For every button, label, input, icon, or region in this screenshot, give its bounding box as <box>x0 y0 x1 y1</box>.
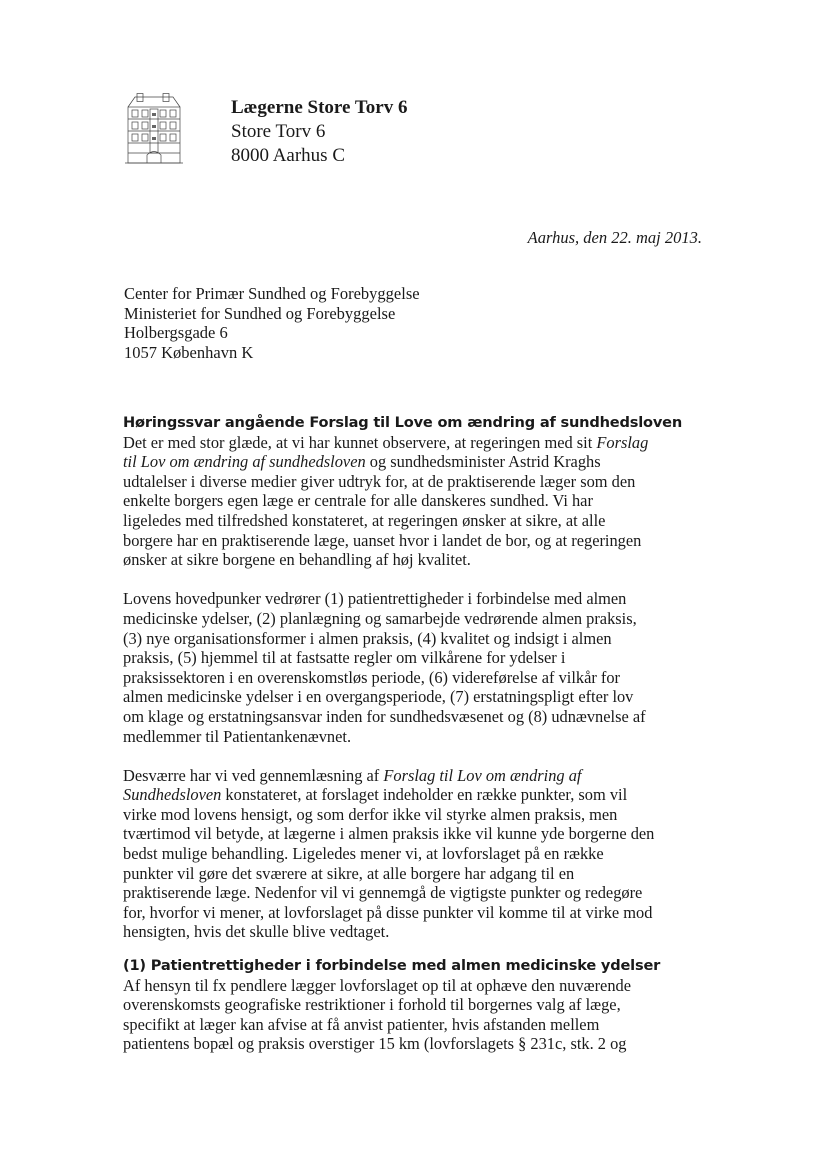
text-line: Desværre har vi ved gennemlæsning af Forslag til Lov om ændring af <box>123 765 582 785</box>
text-line: Sundhedsloven konstateret, at forslaget indeholder en række punkter, som vil <box>123 785 628 805</box>
text-line: Lovens hovedpunker vedrører (1) patientrettigheder i forbindelse med almen <box>123 589 627 609</box>
text-line: punkter vil gøre det sværere at sikre, at alle borgere har adgang til en <box>123 863 575 883</box>
paragraph <box>123 976 713 1054</box>
letter-heading: Høringssvar angående Forslag til Love om ændring af sundhedsloven <box>123 414 683 431</box>
italic-title: Sundhedsloven <box>123 785 222 805</box>
sender-city: 8000 Aarhus C <box>231 145 345 166</box>
text-line: ønsker at sikre borgene en behandling af høj kvalitet. <box>123 550 471 570</box>
text-line: (3) nye organisationsformer i almen praksis, (4) kvalitet og indsigt i almen <box>123 628 612 648</box>
italic-title: til Lov om ændring af sundhedsloven <box>123 452 366 472</box>
text-line: medicinske ydelser, (2) planlægning og samarbejde vedrørende almen praksis, <box>123 608 637 628</box>
text-line: tværtimod vil betyde, at lægerne i almen praksis ikke vil kunne yde borgerne den <box>123 824 655 844</box>
text-line: praktiserende læge. Nedenfor vil vi gennemgå de vigtigste punkter og redegøre <box>123 883 643 903</box>
recipient-address <box>124 284 420 363</box>
italic-title: Forslag <box>596 432 649 452</box>
recipient-line: Holbergsgade 6 <box>124 323 228 343</box>
paragraph <box>123 589 713 746</box>
recipient-line: Ministeriet for Sundhed og Forebyggelse <box>124 303 396 323</box>
text-line: overenskomsts geografiske restriktioner i forhold til borgernes valg af læge, <box>123 995 621 1015</box>
text-line: praksis, (5) hjemmel til at fastsatte regler om vilkårene for ydelser i <box>123 648 566 668</box>
sender-address <box>231 96 407 168</box>
sender-name: Lægerne Store Torv 6 <box>231 97 408 118</box>
text-line: enkelte borgers egen læge er centrale for alle danskeres sundhed. Vi har <box>123 491 593 511</box>
text-line: medlemmer til Patientankenævnet. <box>123 726 352 746</box>
recipient-line: Center for Primær Sundhed og Forebyggelse <box>124 284 420 303</box>
text-line: hensigten, hvis det skulle blive vedtaget. <box>123 922 390 942</box>
recipient-line: 1057 København K <box>124 343 254 363</box>
letter-date: Aarhus, den 22. maj 2013. <box>527 228 702 247</box>
paragraph <box>123 433 713 570</box>
text-line: til Lov om ændring af sundhedsloven og sundhedsminister Astrid Kraghs <box>123 452 601 472</box>
text-line: bedst mulige behandling. Ligeledes mener vi, at lovforslaget på en række <box>123 844 604 864</box>
text-line: for, hvorfor vi mener, at lovforslaget på disse punkter vil komme til at virke mod <box>123 902 653 922</box>
text-line: borgere har en praktiserende læge, uanset hvor i landet de bor, og at regeringen <box>123 530 642 550</box>
sender-street: Store Torv 6 <box>231 121 326 142</box>
text-line: om klage og erstatningsansvar inden for sundhedsvæsenet og (8) udnævnelse af <box>123 706 646 726</box>
section-heading: (1) Patientrettigheder i forbindelse med almen medicinske ydelser <box>123 957 661 975</box>
building-drawing-logo <box>125 93 183 165</box>
text-line: specifikt at læger kan afvise at få anvist patienter, hvis afstanden mellem <box>123 1014 600 1034</box>
text-line: ligeledes med tilfredshed konstateret, at regeringen ønsker at sikre, at alle <box>123 510 606 530</box>
text-line: Det er med stor glæde, at vi har kunnet observere, at regeringen med sit Forslag <box>123 432 649 452</box>
text-line: praksissektoren i en overenskomstløs periode, (6) videreførelse af vilkår for <box>123 667 621 687</box>
text-line: virke mod lovens hensigt, og som derfor ikke vil styrke almen praksis, men <box>123 804 618 824</box>
paragraph <box>123 766 713 942</box>
letter-body <box>123 413 713 1074</box>
text-line: udtalelser i diverse medier giver udtryk for, at de praktiserende læger som den <box>123 471 636 491</box>
text-line: almen medicinske ydelser i en overgangsperiode, (7) erstatningspligt efter lov <box>123 687 634 707</box>
italic-title: Forslag til Lov om ændring af <box>383 765 582 785</box>
text-line: patientens bopæl og praksis overstiger 15 km (lovforslagets § 231c, stk. 2 og <box>123 1034 627 1054</box>
text-line: Af hensyn til fx pendlere lægger lovforslaget op til at ophæve den nuværende <box>123 975 631 995</box>
